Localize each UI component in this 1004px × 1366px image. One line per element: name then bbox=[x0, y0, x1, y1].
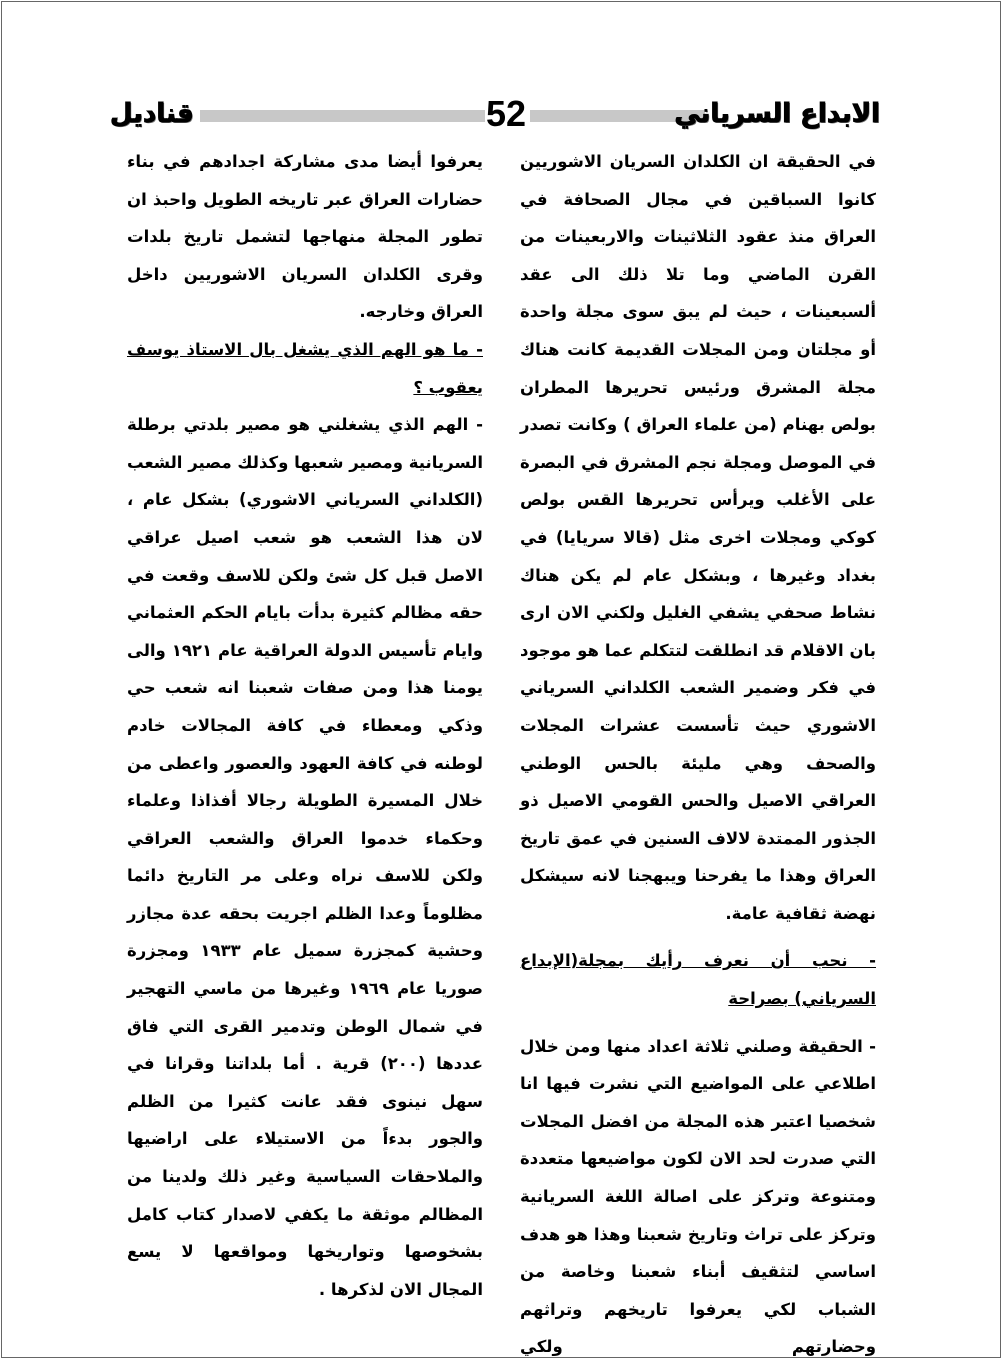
article-column-left bbox=[127, 143, 483, 1308]
article-paragraph: في الحقيقة ان الكلدان السريان الاشوريين كانوا السباقين في مجال الصحافة في العراق منذ عقود الثلاثينات والاربعينات من القرن الماضي وما تلا ذلك الى عقد ألسبعينات ، حيث لم يبق سوى مجلة واحدة أو مجلتان ومن المجلات القديمة كانت هناك مجلة المشرق ورئيس تحريرها المطران بولص بهنام (من علماء العراق ) وكانت تصدر في الموصل ومجلة نجم المشرق في البصرة على الأغلب ويرأس تحريرها القس بولص كوكي ومجلات اخرى مثل (قالا سريايا) في بغداد وغيرها ، وبشكل عام لم يكن هناك نشاط صحفي يشفي الغليل ولكني الان ارى بان الاقلام قد انطلقت لتتكلم عما هو موجود في فكر وضمير الشعب الكلداني السرياني الاشوري حيث تأسست عشرات المجلات والصحف وهي مليئة بالحس الوطني العراقي الاصيل والحس القومي الاصيل ذو الجذور الممتدة لالاف السنين في عمق تاريخ العراق وهذا ما يفرحنا ويبهجنا لانه سيشكل نهضة ثقافية عامة. bbox=[520, 152, 876, 923]
interview-question: - ما هو الهم الذي يشغل بال الاستاذ يوسف يعقوب ؟ bbox=[127, 339, 483, 397]
header-bar-left bbox=[200, 110, 485, 122]
page-header bbox=[110, 93, 880, 136]
magazine-section-title: قناديل bbox=[110, 99, 194, 129]
magazine-title: الابداع السرياني bbox=[674, 99, 880, 129]
page-number: 52 bbox=[485, 93, 527, 134]
article-column-right bbox=[520, 143, 876, 1366]
article-paragraph: - الهم الذي يشغلني هو مصير بلدتي برطلة السريانية ومصير شعبها وكذلك مصير الشعب (الكلداني السرياني الاشوري) بشكل عام ، لان هذا الشعب هو شعب اصيل عراقي الاصل قبل كل شئ ولكن للاسف وقعت في حقه مظالم كثيرة بدأت بايام الحكم العثماني وايام تأسيس الدولة العراقية عام ١٩٢١ والى يومنا هذا ومن صفات شعبنا انه شعب حي وذكي ومعطاء في كافة المجالات خادم لوطنه في كافة العهود والعصور واعطى من خلال المسيرة الطويلة رجالا أفذاذا وعلماء وحكماء خدموا العراق والشعب العراقي ولكن للاسف نراه وعلى مر التاريخ دائما مظلوماً وعدا الظلم اجريت بحقه عدة مجازر وحشية كمجزرة سميل عام ١٩٣٣ ومجزرة صوريا عام ١٩٦٩ وغيرها من ماسي التهجير في شمال الوطن وتدمير القرى التي فاق عددها (٢٠٠) قرية . أما بلداتنا وقرانا في سهل نينوى فقد عانت كثيرا من الظلم والجور بدءاً من الاستيلاء على اراضيها والملاحقات السياسية وغير ذلك ولدينا من المظالم موثقة ما يكفي لاصدار كتاب كامل بشخوصها وتواريخها ومواقعها لا يسع المجال الان لذكرها . bbox=[127, 415, 484, 1299]
interview-question: - نحب أن نعرف رأيك بمجلة(الإبداع السرياني) بصراحة bbox=[520, 951, 876, 1009]
article-paragraph: - الحقيقة وصلني ثلاثة اعداد منها ومن خلال اطلاعي على المواضيع التي نشرت فيها انا شخصيا اعتبر هذه المجلة من افضل المجلات التي صدرت لحد الان لكون مواضيعها متعددة ومتنوعة وتركز على اصالة اللغة السريانية وتركز على تراث وتاريخ شعبنا وهذا هو هدف اساسي لتثقيف أبناء شعبنا وخاصة من الشباب لكي يعرفوا تاريخهم وتراثهم وحضارتهم ولكي bbox=[520, 1036, 876, 1357]
article-paragraph: يعرفوا أيضا مدى مشاركة اجدادهم في بناء حضارات العراق عبر تاريخه الطويل واحبذ ان تطور المجلة منهاجها لتشمل تاريخ بلدات وقرى الكلدان السريان الاشوريين داخل العراق وخارجه. bbox=[127, 152, 483, 322]
